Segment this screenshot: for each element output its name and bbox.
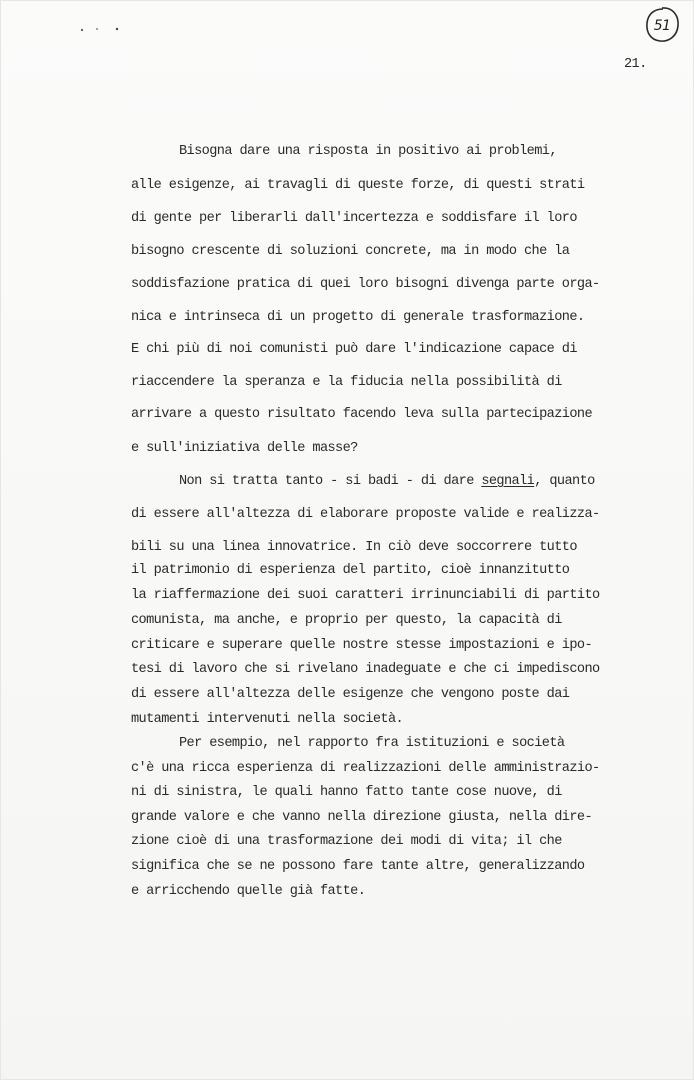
archive-stamp (643, 5, 681, 45)
page-number: 21. (624, 57, 647, 72)
text-line: grande valore e che vanno nella direzione giusta, nella dire- (131, 810, 593, 825)
text-line: criticare e superare quelle nostre stesse impostazioni e ipo- (131, 638, 593, 653)
text-line: alle esigenze, ai travagli di queste forze, di questi strati (131, 178, 585, 193)
text-line: c'è una ricca esperienza di realizzazioni delle amministrazio- (131, 761, 600, 776)
text-line: significa che se ne possono fare tante altre, generalizzando (131, 859, 585, 874)
text-line: soddisfazione pratica di quei loro bisogni divenga parte orga- (131, 277, 600, 292)
underlined-word: segnali (481, 474, 535, 489)
text-line: mutamenti intervenuti nella società. (131, 712, 404, 727)
text-line: di essere all'altezza delle esigenze che vengono poste dai (131, 687, 570, 702)
text-line: bisogno crescente di soluzioni concrete, ma in modo che la (131, 244, 570, 259)
text-line: ni di sinistra, le quali hanno fatto tante cose nuove, di (131, 785, 562, 800)
ink-specks (80, 27, 130, 35)
text-line: bili su una linea innovatrice. In ciò deve soccorrere tutto (131, 540, 577, 555)
text-line: E chi più di noi comunisti può dare l'indicazione capace di (131, 342, 577, 357)
text-line: e arricchendo quelle già fatte. (131, 884, 366, 899)
text-line: Per esempio, nel rapporto fra istituzioni e società (179, 736, 565, 751)
text-line: riaccendere la speranza e la fiducia nella possibilità di (131, 375, 562, 390)
text-line: e sull'iniziativa delle masse? (131, 441, 358, 456)
text-line: di gente per liberarli dall'incertezza e soddisfare il loro (131, 211, 577, 226)
text-line: il patrimonio di esperienza del partito, cioè innanzitutto (131, 563, 570, 578)
text-line: la riaffermazione dei suoi caratteri irrinunciabili di partito (131, 588, 600, 603)
text-segment: Non si tratta tanto - si badi - di dare (179, 474, 482, 489)
text-line: Bisogna dare una risposta in positivo ai problemi, (179, 144, 557, 159)
text-line: arrivare a questo risultato facendo leva sulla partecipazione (131, 407, 593, 422)
stamp-number: 51 (653, 18, 671, 34)
text-line (179, 474, 595, 490)
text-line: comunista, ma anche, e proprio per questo, la capacità di (131, 613, 562, 628)
text-line: tesi di lavoro che si rivelano inadeguate e che ci impediscono (131, 662, 600, 677)
text-line: nica e intrinseca di un progetto di generale trasformazione. (131, 310, 585, 325)
text-segment: , quanto (534, 474, 595, 489)
text-line: zione cioè di una trasformazione dei modi di vita; il che (131, 834, 562, 849)
text-line: di essere all'altezza di elaborare proposte valide e realizza- (131, 507, 600, 522)
